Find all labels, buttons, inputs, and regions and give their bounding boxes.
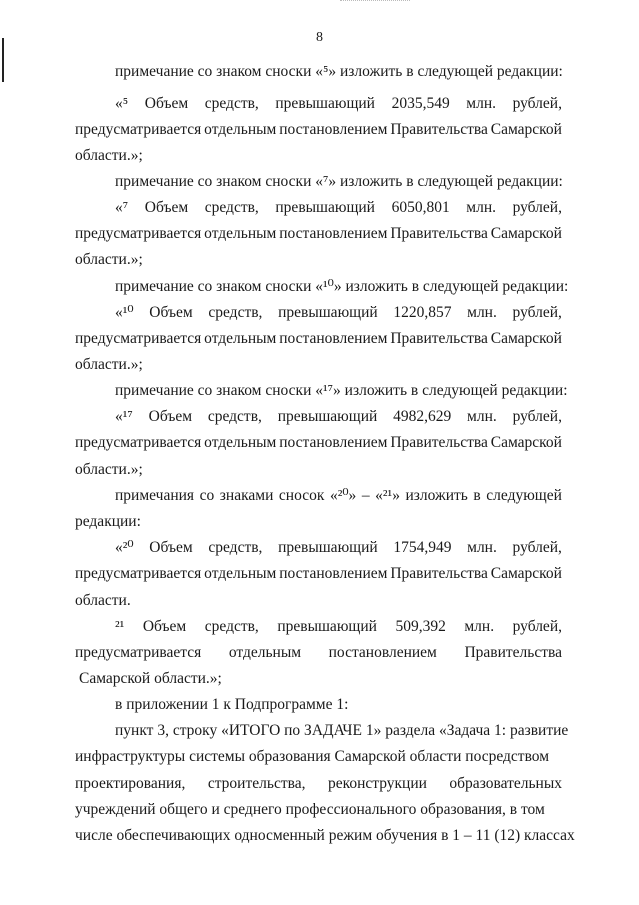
word: средств, (208, 539, 263, 556)
word: превышающий (277, 618, 377, 635)
word: Правительства (390, 330, 488, 347)
word: превышающий (277, 408, 378, 425)
word: проектирования, (75, 775, 186, 792)
word: Правительства (390, 565, 488, 582)
word: средств, (208, 304, 263, 321)
word: превышающий (275, 95, 375, 112)
word: отдельным (204, 225, 277, 242)
word: Самарской (490, 225, 562, 242)
word: постановлением (279, 121, 388, 138)
word: превышающий (275, 199, 375, 216)
text-line (115, 618, 562, 636)
word: рублей, (512, 618, 562, 635)
word: со (199, 487, 215, 504)
word: Правительства (390, 434, 488, 451)
word: предусматривается (75, 330, 202, 347)
text-line: области.»; (75, 461, 143, 478)
text-line: в приложении 1 к Подпрограмме 1: (115, 696, 349, 713)
word: Правительства (390, 121, 488, 138)
word: реконструкции (327, 775, 427, 792)
text-line: области.»; (75, 356, 143, 373)
word: отдельным (204, 330, 277, 347)
word: постановлением (279, 225, 388, 242)
text-line: пункт 3, строку «ИТОГО по ЗАДАЧЕ 1» раздела «Задача 1: развитие (115, 722, 569, 739)
word: 6050,801 (391, 199, 450, 216)
word: следующей (486, 487, 562, 504)
text-line: примечание со знаком сноски «¹⁰» изложить в следующей редакции: (115, 278, 569, 295)
text-line: числе обеспечивающих односменный режим обучения в 1 – 11 (12) классах (75, 827, 575, 844)
text-line (75, 121, 562, 139)
word: млн. (467, 408, 497, 425)
word: Объем (144, 199, 189, 216)
word: сносок (278, 487, 325, 504)
word: примечания (115, 487, 195, 504)
word: рублей, (512, 304, 562, 321)
word: Самарской (490, 330, 562, 347)
word: отдельным (204, 434, 277, 451)
text-line: редакции: (75, 513, 141, 530)
word: отдельным (228, 644, 302, 661)
word: Самарской (490, 434, 562, 451)
word: средств, (204, 618, 259, 635)
word: постановлением (279, 565, 388, 582)
word: Правительства (464, 644, 562, 661)
word: 509,392 (395, 618, 446, 635)
word: предусматривается (75, 225, 202, 242)
word: «²⁰» (329, 487, 357, 504)
word: постановлением (328, 644, 437, 661)
word: отдельным (204, 565, 277, 582)
word: средств, (207, 408, 262, 425)
word: млн. (464, 618, 495, 635)
word: в (473, 487, 481, 504)
text-line: примечание со знаком сноски «¹⁷» изложить в следующей редакции: (115, 382, 568, 399)
word: знаками (219, 487, 274, 504)
text-line: области.»; (75, 147, 143, 164)
word: строительства, (207, 775, 306, 792)
text-line (115, 95, 562, 113)
word: млн. (466, 95, 496, 112)
text-line (115, 304, 562, 322)
word: – (361, 487, 370, 504)
word: Самарской (490, 565, 562, 582)
word: 1754,949 (393, 539, 452, 556)
word: рублей, (512, 408, 562, 425)
word: млн. (467, 539, 497, 556)
word: Объем (148, 408, 193, 425)
word: млн. (466, 199, 496, 216)
word: «¹⁰ (115, 304, 134, 321)
word: Объем (144, 95, 189, 112)
word: предусматривается (75, 644, 202, 661)
word: 2035,549 (391, 95, 450, 112)
text-line: учреждений общего и среднего профессионального образования, в том (75, 801, 545, 818)
word: 1220,857 (393, 304, 452, 321)
word: «²¹» (375, 487, 400, 504)
word: образовательных (449, 775, 562, 792)
word: рублей, (512, 95, 562, 112)
text-line (75, 644, 562, 662)
word: Правительства (390, 225, 488, 242)
text-line (75, 434, 562, 452)
word: Самарской (490, 121, 562, 138)
text-line (115, 408, 562, 426)
text-line (115, 199, 562, 217)
word: «⁷ (115, 199, 129, 216)
word: «⁵ (115, 95, 129, 112)
word: Объем (149, 539, 193, 556)
word: ²¹ (115, 618, 125, 635)
word: превышающий (278, 304, 378, 321)
text-line: примечание со знаком сноски «⁷» изложить в следующей редакции: (115, 173, 563, 190)
page-number: 8 (316, 30, 323, 45)
text-line (75, 330, 562, 348)
text-line (115, 487, 562, 505)
word: средств, (204, 199, 259, 216)
word: предусматривается (75, 121, 202, 138)
word: Объем (149, 304, 193, 321)
text-line: области. (75, 592, 131, 609)
top-edge-mark (340, 0, 410, 4)
word: отдельным (204, 121, 277, 138)
text-line (75, 565, 562, 583)
text-line: примечание со знаком сноски «⁵» изложить в следующей редакции: (115, 63, 563, 80)
text-line: Самарской области.»; (79, 670, 222, 687)
text-line: области.»; (75, 251, 143, 268)
word: 4982,629 (393, 408, 452, 425)
word: изложить (405, 487, 468, 504)
word: предусматривается (75, 565, 202, 582)
word: средств, (204, 95, 259, 112)
text-line (75, 775, 562, 793)
word: Объем (142, 618, 187, 635)
word: млн. (467, 304, 497, 321)
text-line (115, 539, 562, 557)
word: «¹⁷ (115, 408, 133, 425)
text-line: инфраструктуры системы образования Самарской области посредством (75, 748, 550, 765)
word: рублей, (512, 199, 562, 216)
word: рублей, (512, 539, 562, 556)
word: «²⁰ (115, 539, 134, 556)
text-line (75, 225, 562, 243)
word: постановлением (279, 434, 388, 451)
word: постановлением (279, 330, 388, 347)
word: превышающий (278, 539, 378, 556)
word: предусматривается (75, 434, 202, 451)
